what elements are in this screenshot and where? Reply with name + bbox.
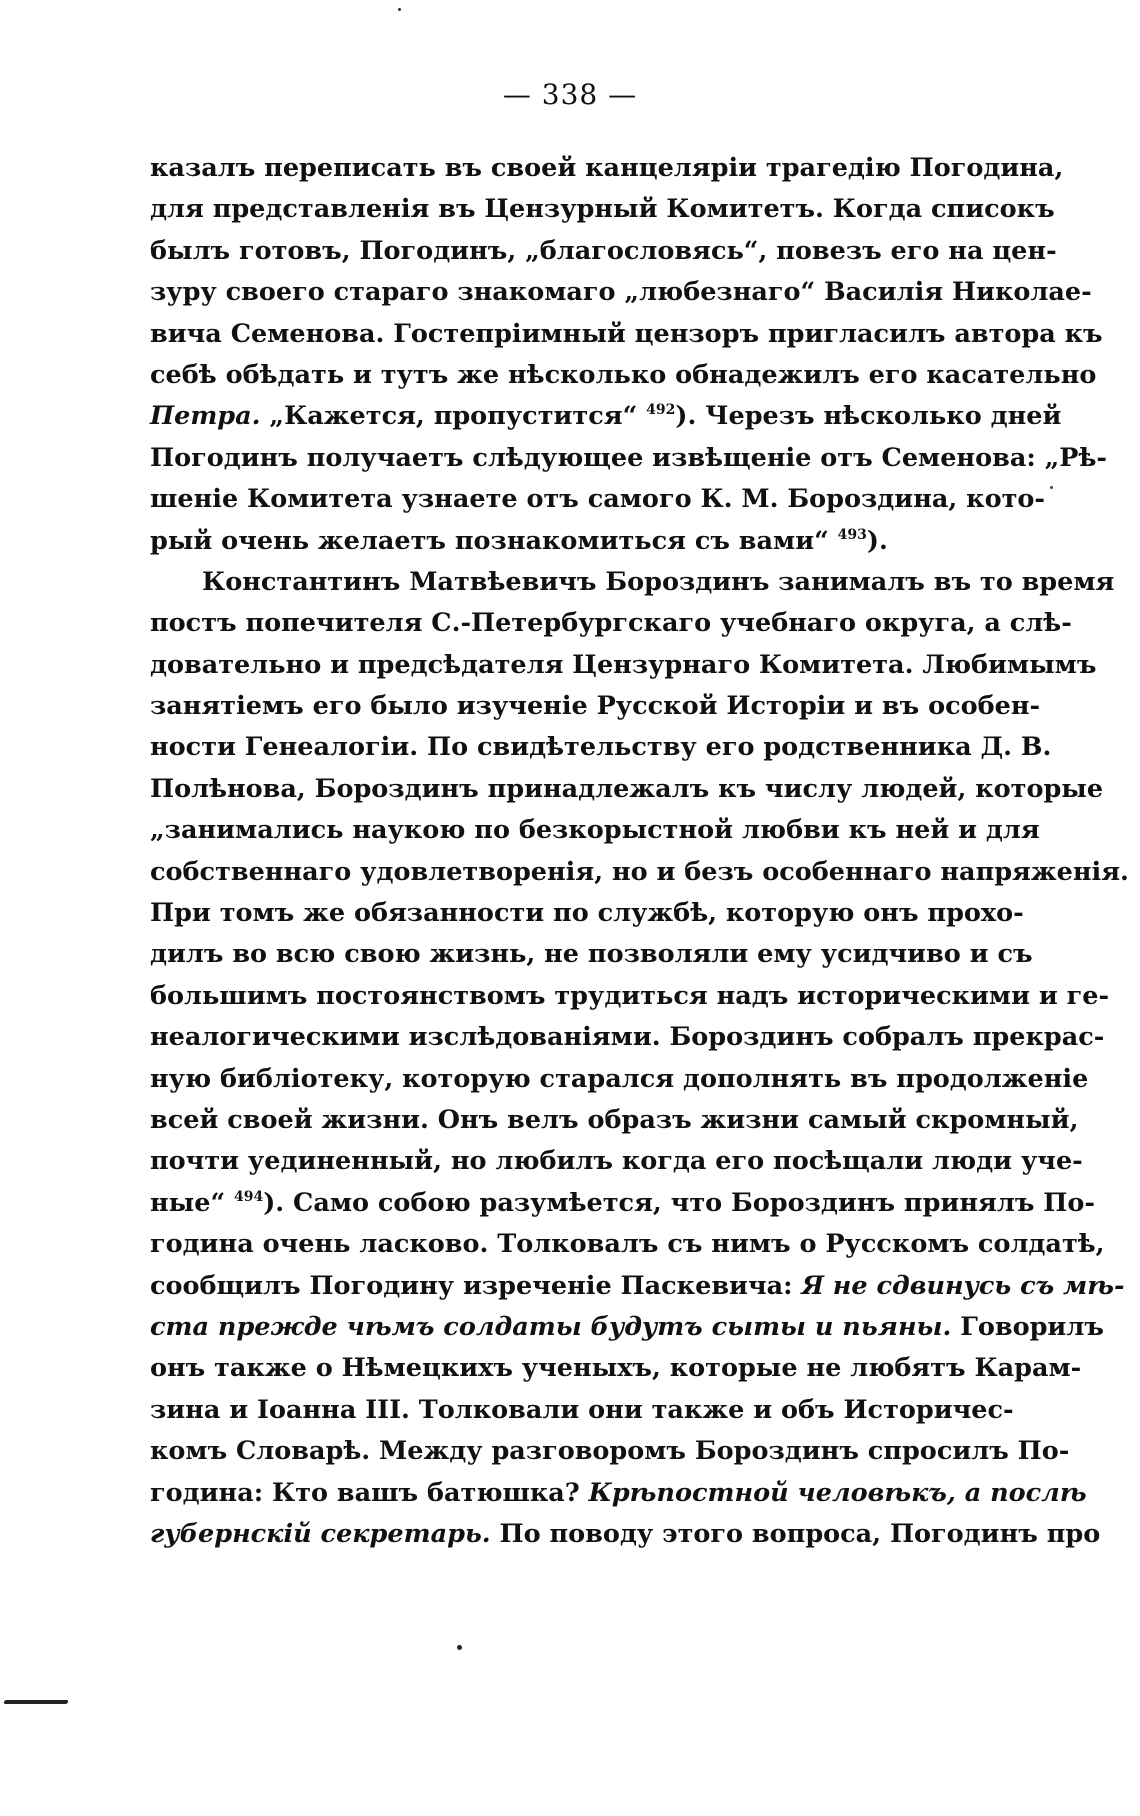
print-speck	[457, 1645, 462, 1650]
text-line: для представленія въ Цензурный Комитетъ. Когда списокъ	[150, 194, 1055, 225]
text-line: година очень ласково. Толковалъ съ нимъ о Русскомъ солдатѣ,	[150, 1229, 1105, 1260]
text-line: занятіемъ его было изученіе Русской Исторіи и въ особен-	[150, 691, 1041, 722]
text-line: дилъ во всю свою жизнь, не позволяли ему усидчиво и съ	[150, 939, 1033, 970]
print-speck	[398, 8, 401, 11]
italic-text: Я не сдвинусь съ мѣ-	[801, 1270, 1125, 1301]
text-line: година: Кто вашъ батюшка? Крѣпостной человѣкъ, а послѣ	[150, 1477, 1087, 1508]
footnote-ref: 492	[646, 402, 676, 419]
text-line: ности Генеалогіи. По свидѣтельству его родственника Д. В.	[150, 732, 1052, 763]
text-line: неалогическими изслѣдованіями. Бороздинъ собралъ прекрас-	[150, 1022, 1105, 1053]
text-line: При томъ же обязанности по службѣ, которую онъ прохо-	[150, 898, 1024, 929]
footnote-ref: 493	[837, 526, 867, 543]
text-line: довательно и предсѣдателя Цензурнаго Комитета. Любимымъ	[150, 649, 1097, 680]
text-line: рый очень желаетъ познакомиться съ вами“ $^{493}$).	[150, 525, 888, 556]
text-line: сообщилъ Погодину изреченіе Паскевича: Я не сдвинусь съ мѣ-	[150, 1270, 1125, 1301]
text-line: шеніе Комитета узнаете отъ самого К. М. Бороздина, кото-	[150, 484, 1045, 515]
text-line: „занимались наукою по безкорыстной любви къ ней и для	[150, 815, 1040, 846]
text-line: ные“ $^{494}$). Само собою разумѣется, что Бороздинъ принялъ По-	[150, 1187, 1095, 1218]
text-line: вича Семенова. Гостепріимный цензоръ пригласилъ автора къ	[150, 318, 1103, 349]
text-line: зуру своего стараго знакомаго „любезнаго“ Василія Николае-	[150, 277, 1092, 308]
text-line: ста прежде чѣмъ солдаты будутъ сыты и пьяны. Говорилъ	[150, 1311, 1104, 1342]
page-edge-mark	[3, 1700, 68, 1704]
footnote-ref: 494	[234, 1188, 264, 1205]
body-text	[150, 148, 1129, 1555]
text-line: себѣ обѣдать и тутъ же нѣсколько обнадежилъ его касательно	[150, 359, 1097, 390]
text-line: Петра. „Кажется, пропустится“ $^{492}$). Черезъ нѣсколько дней	[150, 401, 1062, 432]
text-line: Погодинъ получаетъ слѣдующее извѣщеніе отъ Семенова: „Рѣ-	[150, 442, 1107, 473]
text-line: собственнаго удовлетворенія, но и безъ особеннаго напряженія.	[150, 856, 1129, 887]
text-line: казалъ переписать въ своей канцеляріи трагедію Погодина,	[150, 153, 1064, 183]
italic-text: ста прежде чѣмъ солдаты будутъ сыты и пьяны.	[150, 1311, 952, 1342]
text-line: зина и Іоанна III. Толковали они также и объ Историчес-	[150, 1394, 1014, 1425]
print-speck	[1050, 486, 1053, 489]
text-line: комъ Словарѣ. Между разговоромъ Бороздинъ спросилъ По-	[150, 1436, 1070, 1467]
text-line: Полѣнова, Бороздинъ принадлежалъ къ числу людей, которые	[150, 773, 1104, 804]
italic-text: губернскій секретарь.	[150, 1518, 491, 1549]
italic-text: Петра.	[150, 401, 261, 432]
text-line: большимъ постоянствомъ трудиться надъ историческими и ге-	[150, 980, 1110, 1011]
text-line: губернскій секретарь. По поводу этого вопроса, Погодинъ про	[150, 1518, 1101, 1549]
italic-text: Крѣпостной человѣкъ, а послѣ	[588, 1477, 1087, 1508]
text-line: онъ также о Нѣмецкихъ ученыхъ, которые не любятъ Карам-	[150, 1353, 1082, 1384]
text-line: Константинъ Матвѣевичъ Бороздинъ занималъ въ то время	[202, 566, 1115, 597]
text-line: постъ попечителя С.-Петербургскаго учебнаго округа, а слѣ-	[150, 608, 1072, 639]
text-line: ную библіотеку, которую старался дополнять въ продолженіе	[150, 1063, 1089, 1094]
text-line: почти уединенный, но любилъ когда его посѣщали люди уче-	[150, 1146, 1083, 1177]
text-line: всей своей жизни. Онъ велъ образъ жизни самый скромный,	[150, 1104, 1079, 1135]
text-line: былъ готовъ, Погодинъ, „благословясь“, повезъ его на цен-	[150, 235, 1057, 266]
page-number: — 338 —	[502, 78, 638, 111]
